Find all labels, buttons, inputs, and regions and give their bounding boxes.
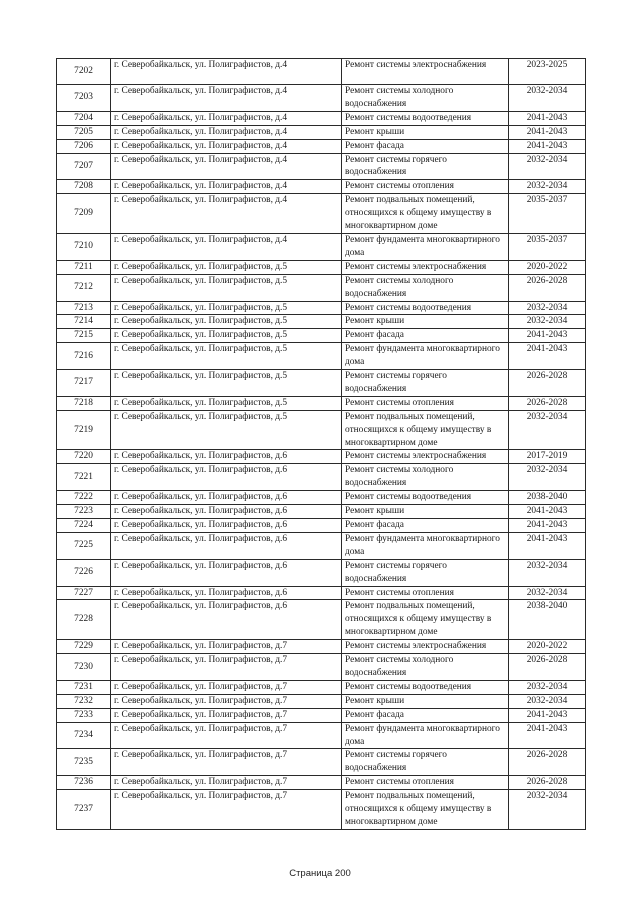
address-cell: г. Северобайкальск, ул. Полиграфистов, д.6 [111, 519, 342, 533]
period-cell: 2041-2043 [509, 125, 586, 139]
period-cell: 2035-2037 [509, 233, 586, 260]
work-type-cell: Ремонт фасада [342, 708, 509, 722]
address-cell: г. Северобайкальск, ул. Полиграфистов, д.7 [111, 749, 342, 776]
work-type-cell: Ремонт системы электроснабжения [342, 450, 509, 464]
table-row [57, 640, 586, 654]
work-type-cell: Ремонт системы холодного водоснабжения [342, 85, 509, 112]
row-number-cell: 7235 [57, 749, 111, 776]
table-row [57, 396, 586, 410]
period-cell: 2041-2043 [509, 532, 586, 559]
address-cell: г. Северобайкальск, ул. Полиграфистов, д.7 [111, 790, 342, 830]
work-type-cell: Ремонт фундамента многоквартирного дома [342, 722, 509, 749]
row-number-cell: 7209 [57, 194, 111, 234]
address-cell: г. Северобайкальск, ул. Полиграфистов, д.6 [111, 586, 342, 600]
period-cell: 2032-2034 [509, 694, 586, 708]
address-cell: г. Северобайкальск, ул. Полиграфистов, д.7 [111, 722, 342, 749]
table-row [57, 233, 586, 260]
period-cell: 2032-2034 [509, 301, 586, 315]
row-number-cell: 7203 [57, 85, 111, 112]
row-number-cell: 7211 [57, 260, 111, 274]
row-number-cell: 7219 [57, 410, 111, 450]
address-cell: г. Северобайкальск, ул. Полиграфистов, д.7 [111, 776, 342, 790]
table-row [57, 749, 586, 776]
period-cell: 2017-2019 [509, 450, 586, 464]
work-type-cell: Ремонт системы отопления [342, 396, 509, 410]
period-cell: 2032-2034 [509, 790, 586, 830]
table-row [57, 370, 586, 397]
work-type-cell: Ремонт системы водоотведения [342, 680, 509, 694]
period-cell: 2026-2028 [509, 370, 586, 397]
work-type-cell: Ремонт системы электроснабжения [342, 260, 509, 274]
period-cell: 2026-2028 [509, 274, 586, 301]
table-row [57, 274, 586, 301]
work-type-cell: Ремонт крыши [342, 125, 509, 139]
table-row [57, 776, 586, 790]
work-type-cell: Ремонт фундамента многоквартирного дома [342, 233, 509, 260]
row-number-cell: 7222 [57, 491, 111, 505]
work-type-cell: Ремонт фундамента многоквартирного дома [342, 343, 509, 370]
row-number-cell: 7224 [57, 519, 111, 533]
table-row [57, 559, 586, 586]
address-cell: г. Северобайкальск, ул. Полиграфистов, д.5 [111, 274, 342, 301]
row-number-cell: 7221 [57, 464, 111, 491]
period-cell: 2032-2034 [509, 410, 586, 450]
work-type-cell: Ремонт фасада [342, 519, 509, 533]
period-cell: 2032-2034 [509, 180, 586, 194]
address-cell: г. Северобайкальск, ул. Полиграфистов, д.7 [111, 708, 342, 722]
row-number-cell: 7206 [57, 139, 111, 153]
work-type-cell: Ремонт системы отопления [342, 776, 509, 790]
period-cell: 2032-2034 [509, 85, 586, 112]
period-cell: 2041-2043 [509, 722, 586, 749]
table-row [57, 153, 586, 180]
period-cell: 2041-2043 [509, 343, 586, 370]
period-cell: 2041-2043 [509, 139, 586, 153]
row-number-cell: 7225 [57, 532, 111, 559]
row-number-cell: 7231 [57, 680, 111, 694]
table-row [57, 708, 586, 722]
work-type-cell: Ремонт системы водоотведения [342, 301, 509, 315]
row-number-cell: 7204 [57, 111, 111, 125]
row-number-cell: 7233 [57, 708, 111, 722]
row-number-cell: 7213 [57, 301, 111, 315]
work-type-cell: Ремонт системы холодного водоснабжения [342, 654, 509, 681]
work-type-cell: Ремонт крыши [342, 315, 509, 329]
work-type-cell: Ремонт системы холодного водоснабжения [342, 274, 509, 301]
period-cell: 2032-2034 [509, 586, 586, 600]
table-row [57, 125, 586, 139]
address-cell: г. Северобайкальск, ул. Полиграфистов, д.4 [111, 180, 342, 194]
repair-plan-table-body [57, 59, 586, 830]
work-type-cell: Ремонт системы водоотведения [342, 491, 509, 505]
period-cell: 2038-2040 [509, 491, 586, 505]
address-cell: г. Северобайкальск, ул. Полиграфистов, д.7 [111, 694, 342, 708]
table-row [57, 532, 586, 559]
period-cell: 2032-2034 [509, 559, 586, 586]
row-number-cell: 7210 [57, 233, 111, 260]
address-cell: г. Северобайкальск, ул. Полиграфистов, д.6 [111, 450, 342, 464]
table-row [57, 600, 586, 640]
table-row [57, 260, 586, 274]
table-row [57, 85, 586, 112]
table-row [57, 464, 586, 491]
row-number-cell: 7226 [57, 559, 111, 586]
table-row [57, 343, 586, 370]
table-row [57, 329, 586, 343]
address-cell: г. Северобайкальск, ул. Полиграфистов, д.6 [111, 491, 342, 505]
period-cell: 2041-2043 [509, 519, 586, 533]
row-number-cell: 7208 [57, 180, 111, 194]
table-row [57, 586, 586, 600]
row-number-cell: 7220 [57, 450, 111, 464]
work-type-cell: Ремонт системы холодного водоснабжения [342, 464, 509, 491]
work-type-cell: Ремонт системы водоотведения [342, 111, 509, 125]
address-cell: г. Северобайкальск, ул. Полиграфистов, д.5 [111, 343, 342, 370]
row-number-cell: 7234 [57, 722, 111, 749]
address-cell: г. Северобайкальск, ул. Полиграфистов, д.6 [111, 600, 342, 640]
table-row [57, 654, 586, 681]
address-cell: г. Северобайкальск, ул. Полиграфистов, д.4 [111, 125, 342, 139]
row-number-cell: 7236 [57, 776, 111, 790]
period-cell: 2032-2034 [509, 153, 586, 180]
period-cell: 2032-2034 [509, 464, 586, 491]
address-cell: г. Северобайкальск, ул. Полиграфистов, д.5 [111, 315, 342, 329]
address-cell: г. Северобайкальск, ул. Полиграфистов, д.6 [111, 559, 342, 586]
work-type-cell: Ремонт системы отопления [342, 180, 509, 194]
address-cell: г. Северобайкальск, ул. Полиграфистов, д.7 [111, 654, 342, 681]
table-row [57, 139, 586, 153]
period-cell: 2041-2043 [509, 111, 586, 125]
table-row [57, 680, 586, 694]
work-type-cell: Ремонт фасада [342, 139, 509, 153]
address-cell: г. Северобайкальск, ул. Полиграфистов, д.4 [111, 233, 342, 260]
period-cell: 2041-2043 [509, 708, 586, 722]
work-type-cell: Ремонт системы горячего водоснабжения [342, 559, 509, 586]
address-cell: г. Северобайкальск, ул. Полиграфистов, д.4 [111, 194, 342, 234]
table-row [57, 519, 586, 533]
row-number-cell: 7218 [57, 396, 111, 410]
work-type-cell: Ремонт подвальных помещений, относящихся к общему имуществу в многоквартирном доме [342, 194, 509, 234]
work-type-cell: Ремонт системы электроснабжения [342, 59, 509, 85]
work-type-cell: Ремонт системы отопления [342, 586, 509, 600]
table-row [57, 59, 586, 85]
address-cell: г. Северобайкальск, ул. Полиграфистов, д.4 [111, 139, 342, 153]
address-cell: г. Северобайкальск, ул. Полиграфистов, д.4 [111, 59, 342, 85]
work-type-cell: Ремонт подвальных помещений, относящихся к общему имуществу в многоквартирном доме [342, 790, 509, 830]
work-type-cell: Ремонт системы горячего водоснабжения [342, 370, 509, 397]
row-number-cell: 7228 [57, 600, 111, 640]
work-type-cell: Ремонт крыши [342, 694, 509, 708]
address-cell: г. Северобайкальск, ул. Полиграфистов, д.5 [111, 260, 342, 274]
table-row [57, 315, 586, 329]
period-cell: 2026-2028 [509, 396, 586, 410]
row-number-cell: 7237 [57, 790, 111, 830]
table-row [57, 194, 586, 234]
work-type-cell: Ремонт фасада [342, 329, 509, 343]
address-cell: г. Северобайкальск, ул. Полиграфистов, д.5 [111, 410, 342, 450]
row-number-cell: 7230 [57, 654, 111, 681]
address-cell: г. Северобайкальск, ул. Полиграфистов, д.5 [111, 396, 342, 410]
address-cell: г. Северобайкальск, ул. Полиграфистов, д.4 [111, 153, 342, 180]
period-cell: 2035-2037 [509, 194, 586, 234]
address-cell: г. Северобайкальск, ул. Полиграфистов, д.6 [111, 464, 342, 491]
work-type-cell: Ремонт подвальных помещений, относящихся к общему имуществу в многоквартирном доме [342, 600, 509, 640]
address-cell: г. Северобайкальск, ул. Полиграфистов, д.7 [111, 640, 342, 654]
address-cell: г. Северобайкальск, ул. Полиграфистов, д.4 [111, 85, 342, 112]
row-number-cell: 7227 [57, 586, 111, 600]
period-cell: 2032-2034 [509, 315, 586, 329]
period-cell: 2026-2028 [509, 654, 586, 681]
address-cell: г. Северобайкальск, ул. Полиграфистов, д.6 [111, 505, 342, 519]
row-number-cell: 7223 [57, 505, 111, 519]
table-row [57, 505, 586, 519]
row-number-cell: 7216 [57, 343, 111, 370]
period-cell: 2038-2040 [509, 600, 586, 640]
period-cell: 2020-2022 [509, 640, 586, 654]
address-cell: г. Северобайкальск, ул. Полиграфистов, д.7 [111, 680, 342, 694]
row-number-cell: 7229 [57, 640, 111, 654]
page-number: Страница 200 [289, 868, 351, 879]
row-number-cell: 7214 [57, 315, 111, 329]
table-row [57, 410, 586, 450]
work-type-cell: Ремонт подвальных помещений, относящихся к общему имуществу в многоквартирном доме [342, 410, 509, 450]
row-number-cell: 7215 [57, 329, 111, 343]
address-cell: г. Северобайкальск, ул. Полиграфистов, д.5 [111, 329, 342, 343]
work-type-cell: Ремонт крыши [342, 505, 509, 519]
table-row [57, 694, 586, 708]
period-cell: 2032-2034 [509, 680, 586, 694]
work-type-cell: Ремонт системы электроснабжения [342, 640, 509, 654]
work-type-cell: Ремонт системы горячего водоснабжения [342, 749, 509, 776]
repair-plan-table [56, 58, 586, 830]
period-cell: 2023-2025 [509, 59, 586, 85]
table-row [57, 111, 586, 125]
work-type-cell: Ремонт системы горячего водоснабжения [342, 153, 509, 180]
period-cell: 2026-2028 [509, 749, 586, 776]
row-number-cell: 7202 [57, 59, 111, 85]
row-number-cell: 7205 [57, 125, 111, 139]
table-row [57, 491, 586, 505]
address-cell: г. Северобайкальск, ул. Полиграфистов, д.4 [111, 111, 342, 125]
table-row [57, 301, 586, 315]
period-cell: 2041-2043 [509, 505, 586, 519]
period-cell: 2041-2043 [509, 329, 586, 343]
table-row [57, 450, 586, 464]
row-number-cell: 7217 [57, 370, 111, 397]
address-cell: г. Северобайкальск, ул. Полиграфистов, д.6 [111, 532, 342, 559]
work-type-cell: Ремонт фундамента многоквартирного дома [342, 532, 509, 559]
row-number-cell: 7212 [57, 274, 111, 301]
table-row [57, 180, 586, 194]
row-number-cell: 7232 [57, 694, 111, 708]
table-row [57, 722, 586, 749]
table-row [57, 790, 586, 830]
address-cell: г. Северобайкальск, ул. Полиграфистов, д.5 [111, 301, 342, 315]
period-cell: 2020-2022 [509, 260, 586, 274]
row-number-cell: 7207 [57, 153, 111, 180]
period-cell: 2026-2028 [509, 776, 586, 790]
address-cell: г. Северобайкальск, ул. Полиграфистов, д.5 [111, 370, 342, 397]
